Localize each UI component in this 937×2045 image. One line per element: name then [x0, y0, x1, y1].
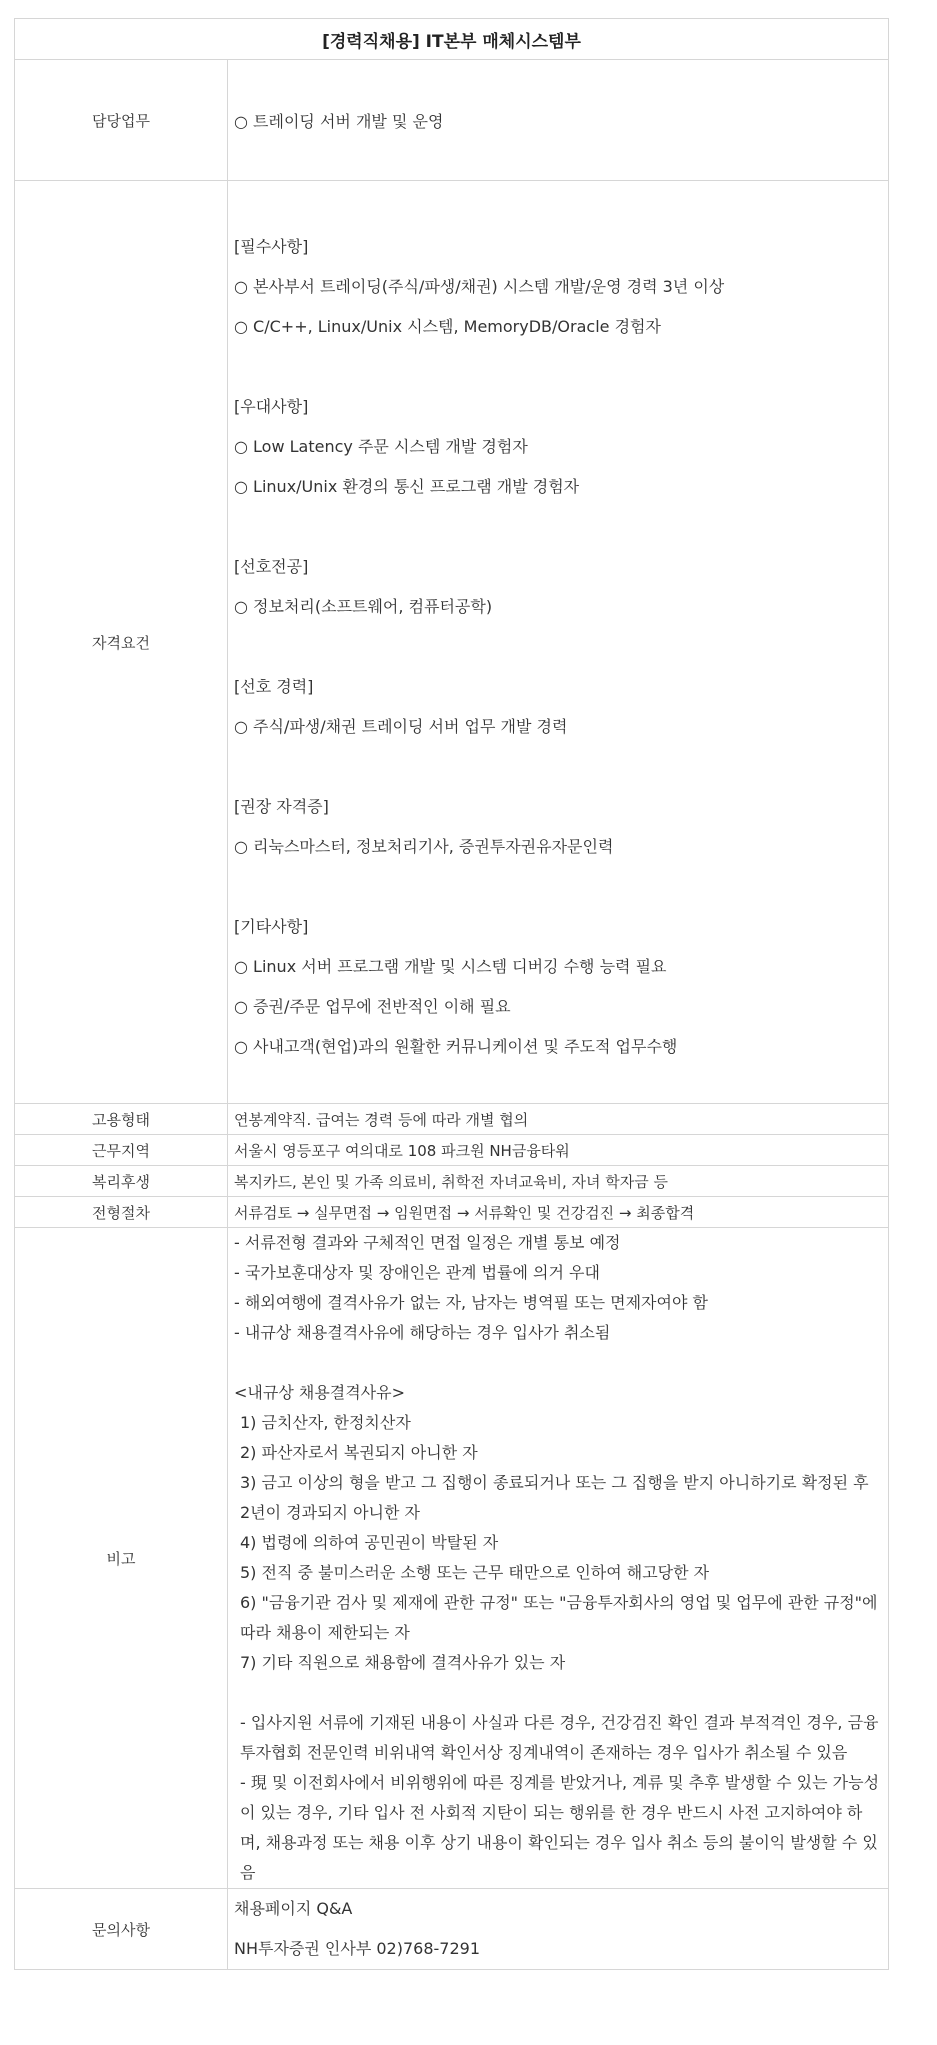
row-duty: [15, 60, 889, 181]
label-process: 전형절차: [15, 1197, 228, 1228]
disqualification-item: 3) 금고 이상의 형을 받고 그 집행이 종료되거나 또는 그 집행을 받지 아니하기로 확정된 후 2년이 경과되지 아니한 자: [240, 1473, 869, 1522]
disqualification-item: 2) 파산자로서 복권되지 아니한 자: [240, 1443, 478, 1462]
req-item: ○ Low Latency 주문 시스템 개발 경험자: [234, 437, 528, 456]
note-line: - 내규상 채용결격사유에 해당하는 경우 입사가 취소됨: [234, 1323, 611, 1342]
label-requirements: 자격요건: [15, 181, 228, 1104]
label-notes: 비고: [15, 1228, 228, 1889]
req-item: ○ 주식/파생/채권 트레이딩 서버 업무 개발 경력: [234, 717, 568, 736]
req-item: ○ 정보처리(소프트웨어, 컴퓨터공학): [234, 597, 493, 616]
row-benefits: [15, 1166, 889, 1197]
row-notes: [15, 1228, 889, 1889]
note-line: - 해외여행에 결격사유가 없는 자, 남자는 병역필 또는 면제자여야 함: [234, 1293, 708, 1312]
location-value: 서울시 영등포구 여의대로 108 파크원 NH금융타워: [228, 1135, 889, 1166]
note-line: - 입사지원 서류에 기재된 내용이 사실과 다른 경우, 건강검진 확인 결과 부적격인 경우, 금융투자협회 전문인력 비위내역 확인서상 징계내역이 존재하는 경우 입사가 취소될 수 있음: [240, 1713, 879, 1762]
req-item: ○ C/C++, Linux/Unix 시스템, MemoryDB/Oracle 경험자: [234, 317, 661, 336]
req-heading: [권장 자격증]: [234, 797, 329, 816]
label-location: 근무지역: [15, 1135, 228, 1166]
disqualification-heading: <내규상 채용결격사유>: [234, 1383, 406, 1402]
contact-qa-link[interactable]: 채용페이지 Q&A: [234, 1899, 353, 1918]
req-item: ○ Linux/Unix 환경의 통신 프로그램 개발 경험자: [234, 477, 580, 496]
label-benefits: 복리후생: [15, 1166, 228, 1197]
duty-line: ○ 트레이딩 서버 개발 및 운영: [234, 111, 444, 131]
disqualification-item: 4) 법령에 의하여 공민권이 박탈된 자: [240, 1533, 499, 1552]
label-duty: 담당업무: [15, 60, 228, 181]
req-heading: [선호전공]: [234, 557, 309, 576]
req-item: ○ 증권/주문 업무에 전반적인 이해 필요: [234, 997, 511, 1016]
disqualification-item: 6) "금융기관 검사 및 제재에 관한 규정" 또는 "금융투자회사의 영업 및 업무에 관한 규정"에 따라 채용이 제한되는 자: [240, 1593, 878, 1642]
note-line: - 국가보훈대상자 및 장애인은 관계 법률에 의거 우대: [234, 1263, 600, 1282]
req-heading: [우대사항]: [234, 397, 309, 416]
employment-type-value: 연봉계약직. 급여는 경력 등에 따라 개별 협의: [228, 1104, 889, 1135]
disqualification-item: 1) 금치산자, 한정치산자: [240, 1413, 411, 1432]
contact-phone: NH투자증권 인사부 02)768-7291: [234, 1939, 480, 1958]
req-heading: [기타사항]: [234, 917, 309, 936]
req-item: ○ 리눅스마스터, 정보처리기사, 증권투자권유자문인력: [234, 837, 614, 856]
disqualification-item: 7) 기타 직원으로 채용함에 결격사유가 있는 자: [240, 1653, 566, 1672]
req-heading: [필수사항]: [234, 237, 309, 256]
job-posting-table: [14, 18, 889, 1970]
benefits-value: 복지카드, 본인 및 가족 의료비, 취학전 자녀교육비, 자녀 학자금 등: [228, 1166, 889, 1197]
req-item: ○ Linux 서버 프로그램 개발 및 시스템 디버깅 수행 능력 필요: [234, 957, 667, 976]
row-contact: [15, 1889, 889, 1970]
note-line: - 現 및 이전회사에서 비위행위에 따른 징계를 받았거나, 계류 및 추후 발생할 수 있는 가능성이 있는 경우, 기타 입사 전 사회적 지탄이 되는 행위를 한 경우 반드시 사전 고지하여야 하며, 채용과정 또는 채용 이후 상기 내용이 확인되는 경우 입사 취소 등의 불이익 발생할 수 있음: [240, 1773, 880, 1882]
disqualification-item: 5) 전직 중 불미스러운 소행 또는 근무 태만으로 인하여 해고당한 자: [240, 1563, 710, 1582]
req-heading: [선호 경력]: [234, 677, 314, 696]
row-requirements: [15, 181, 889, 1104]
contact-content: [228, 1889, 889, 1970]
row-employment-type: [15, 1104, 889, 1135]
requirements-content: [228, 181, 889, 1104]
duty-content: [228, 60, 889, 181]
posting-title: [경력직채용] IT본부 매체시스템부: [15, 19, 889, 60]
req-item: ○ 사내고객(현업)과의 원활한 커뮤니케이션 및 주도적 업무수행: [234, 1037, 678, 1056]
label-employment-type: 고용형태: [15, 1104, 228, 1135]
row-location: [15, 1135, 889, 1166]
req-item: ○ 본사부서 트레이딩(주식/파생/채권) 시스템 개발/운영 경력 3년 이상: [234, 277, 725, 296]
note-line: - 서류전형 결과와 구체적인 면접 일정은 개별 통보 예정: [234, 1233, 621, 1252]
process-value: 서류검토 → 실무면접 → 임원면접 → 서류확인 및 건강검진 → 최종합격: [228, 1197, 889, 1228]
label-contact: 문의사항: [15, 1889, 228, 1970]
notes-content: [228, 1228, 889, 1889]
row-process: [15, 1197, 889, 1228]
